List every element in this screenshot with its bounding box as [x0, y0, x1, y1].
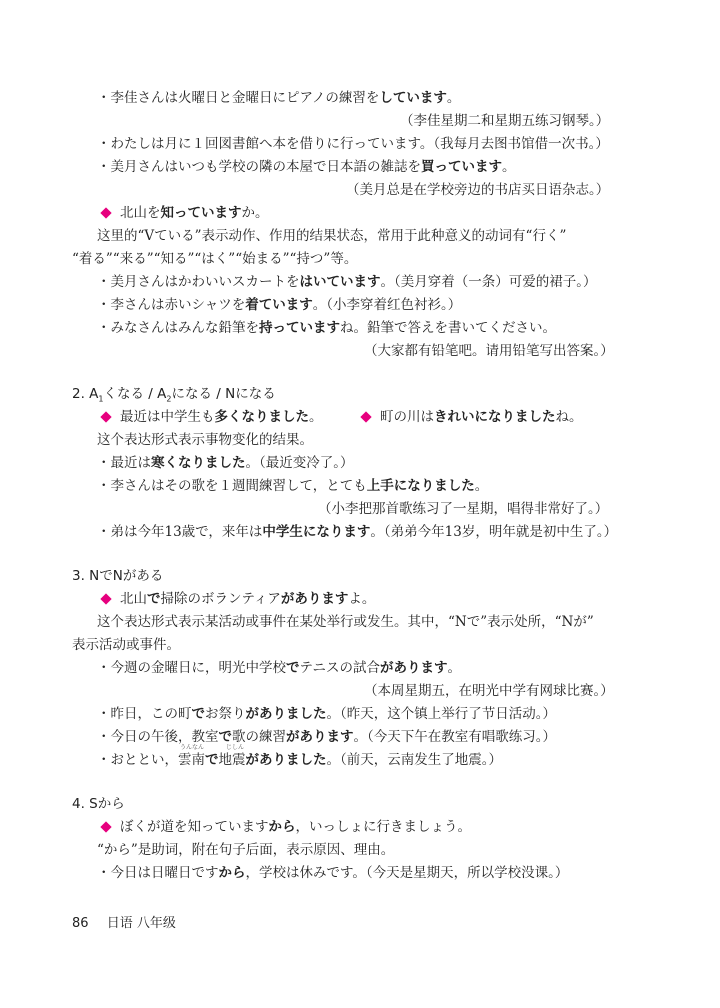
key-example: 北山で掃除のボランティアがありますよ。: [100, 589, 375, 609]
page-footer: [72, 912, 176, 931]
explanation: 这个表达形式表示某活动或事件在某处举行或发生。其中，“Nで”表示处所，“Nが”: [97, 614, 594, 630]
diamond-bullet-icon: [100, 207, 111, 218]
furigana: じしん: [226, 744, 245, 751]
diamond-bullet-icon: [100, 821, 111, 832]
example-sentence: ・昨日，この町でお祭りがありました。（昨天，这个镇上举行了节日活动。）: [97, 706, 556, 722]
translation: （美月总是在学校旁边的书店买日语杂志。）: [346, 182, 610, 198]
diamond-bullet-icon: [100, 411, 111, 422]
section-heading: 3. NでNがある: [72, 568, 164, 584]
book-title: 日语 八年级: [106, 916, 176, 931]
furigana: うんなん: [180, 744, 205, 751]
key-example: 北山を知っていますか。: [100, 203, 269, 223]
key-example: 町の川はきれいになりましたね。: [360, 407, 583, 427]
section-heading: 4. Sから: [72, 796, 125, 812]
translation: （大家都有铅笔吧。请用铅笔写出答案。）: [364, 343, 614, 359]
diamond-bullet-icon: [100, 593, 111, 604]
example-sentence: ・李さんは赤いシャツを着ています。（小李穿着红色衬衫。）: [97, 297, 462, 313]
example-sentence: ・わたしは月に１回図書館へ本を借りに行っています。（我每月去图书馆借一次书。）: [97, 136, 609, 152]
translation: （小李把那首歌练习了一星期，唱得非常好了。）: [318, 501, 609, 517]
example-sentence: ・今日の午後，教室で歌の練習があります。（今天下午在教室有唱歌练习。）: [97, 729, 556, 745]
example-sentence: ・李さんはその歌を１週間練習して，とても上手になりました。: [97, 478, 489, 494]
example-sentence: ・美月さんはいつも学校の隣の本屋で日本語の雑誌を買っています。: [97, 159, 516, 175]
explanation: “着る”“来る”“知る”“はく”“始まる”“持つ”等。: [72, 251, 358, 267]
section-heading: 2. $A_1$くなる / $A_2$になる / Nになる: [72, 386, 276, 404]
translation: （本周星期五，在明光中学有网球比赛。）: [364, 683, 614, 699]
translation: （李佳星期二和星期五练习钢琴。）: [400, 113, 610, 129]
example-sentence: ・弟は今年13歳で，来年は中学生になります。（弟弟今年13岁，明年就是初中生了。）: [97, 524, 618, 540]
example-sentence: ・今週の金曜日に，明光中学校でテニスの試合があります。: [97, 660, 461, 676]
explanation: 表示活动或事件。: [72, 637, 180, 653]
key-example: 最近は中学生も多くなりました。: [100, 407, 323, 427]
explanation: 这里的“Vている”表示动作、作用的结果状态，常用于此种意义的动词有“行く”: [97, 228, 567, 244]
example-sentence: ・李佳さんは火曜日と金曜日にピアノの練習をしています。: [97, 90, 461, 106]
example-sentence: ・最近は寒くなりました。（最近变冷了。）: [97, 455, 354, 471]
key-example: ぼくが道を知っていますから，いっしょに行きましょう。: [100, 817, 471, 837]
example-sentence: ・美月さんはかわいいスカートをはいています。（美月穿着（一条）可爱的裙子。）: [97, 274, 597, 290]
page-number: 86: [72, 916, 89, 931]
example-sentence: ・今日は日曜日ですから，学校は休みです。（今天是星期天，所以学校没课。）: [97, 865, 569, 881]
example-sentence: ・おととい，雲南で地震がありました。（前天，云南发生了地震。）: [97, 752, 502, 768]
diamond-bullet-icon: [360, 411, 371, 422]
explanation: “から”是助词，附在句子后面，表示原因、理由。: [97, 842, 395, 858]
example-sentence: ・みなさんはみんな鉛筆を持っていますね。鉛筆で答えを書いてください。: [97, 320, 556, 336]
explanation: 这个表达形式表示事物变化的结果。: [97, 432, 313, 448]
